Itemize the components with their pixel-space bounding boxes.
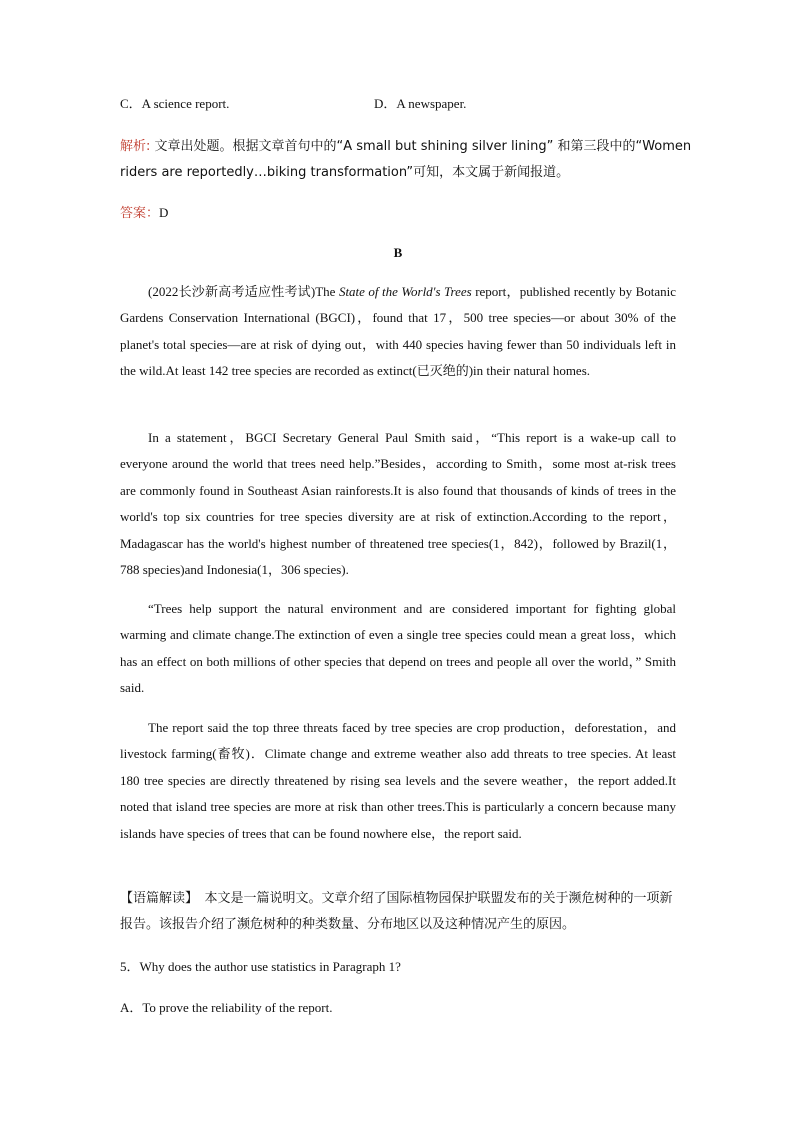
interpretation-label: 【语篇解读】 [120, 891, 192, 906]
paragraph-1-italic-title: State of the World's Trees [338, 284, 472, 299]
interpretation [120, 886, 676, 938]
question-5: 5．Why does the author use statistics in Paragraph 1? [120, 959, 401, 974]
paragraph-1 [120, 279, 676, 385]
paragraph-3: “Trees help support the natural environment and are considered important for fighting global warming and climate change.The extinction of even a single tree species could mean a great loss，which has an effect on both millions of other species that depend on trees and people all over the world，” Smith said. [120, 601, 676, 696]
analysis-label: 解析: [120, 139, 151, 154]
section-title: B [393, 245, 403, 260]
analysis-line-1 [120, 138, 691, 155]
answer-label: 答案： [120, 206, 160, 221]
option-c: C．A science report. [120, 96, 230, 111]
answer-line [120, 205, 168, 222]
paragraph-2: In a statement，BGCI Secretary General Paul Smith said，“This report is a wake-up call to everyone around the world that trees need help.”Besides，according to Smith，some most at-risk trees are commonly found in Southeast Asian rainforests.It is also found that thousands of kinds of trees in the world's top six countries for tree species diversity are at risk of extinction.According to the report，Madagascar has the world's highest number of threatened tree species(1，842)，followed by Brazil(1，788 species)and Indonesia(1，306 species). [120, 430, 676, 578]
paragraph-1-prefix: (2022长沙新高考适应性考试)The [148, 284, 339, 299]
question-5-option-a: A．To prove the reliability of the report. [120, 1000, 333, 1015]
analysis-line-2: riders are reportedly…biking transformation”可知，本文属于新闻报道。 [120, 165, 570, 180]
option-d: D．A newspaper. [374, 96, 467, 111]
answer-value: D [159, 205, 169, 220]
analysis-text-1: 文章出处题。根据文章首句中的“A small but shining silver lining” 和第三段中的“Women [150, 139, 692, 154]
interpretation-text: 本文是一篇说明文。文章介绍了国际植物园保护联盟发布的关于濒危树种的一项新报告。该报告介绍了濒危树种的种类数量、分布地区以及这种情况产生的原因。 [120, 891, 673, 932]
paragraph-1-rest: report，published recently by Botanic Gardens Conservation International (BGCI)，found that 17，500 tree species—or about 30% of the planet's total species—are at risk of dying out，with 440 species having fewer than 50 individuals left in the wild.At least 142 tree species are recorded as extinct(已灭绝的)in their natural homes. [120, 284, 676, 379]
paragraph-4: The report said the top three threats faced by tree species are crop production，deforestation，and livestock farming(畜牧)．Climate change and extreme weather also add threats to tree species. At least 180 tree species are directly threatened by rising sea levels and the severe weather，the report added.It noted that island tree species are more at risk than other trees.This is particularly a concern because many islands have species of trees that can be found nowhere else，the report said. [120, 720, 676, 841]
